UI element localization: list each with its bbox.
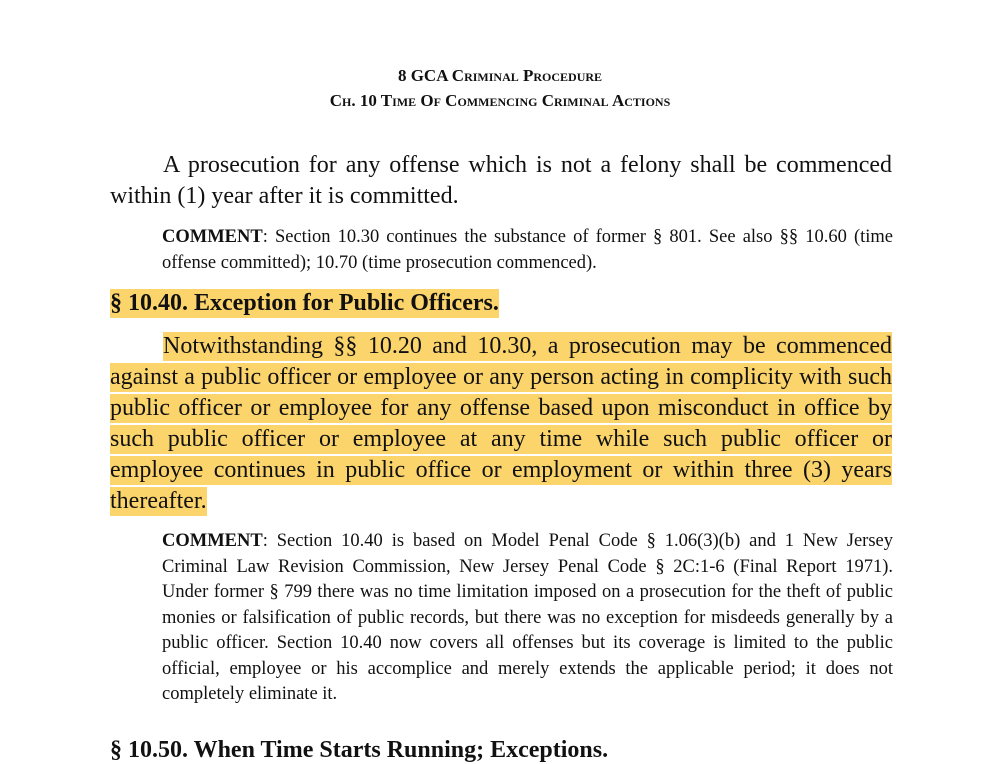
- section-heading-text: § 10.40. Exception for Public Officers.: [110, 290, 499, 316]
- section-body: [110, 331, 892, 517]
- comment-text: : Section 10.40 is based on Model Penal Code § 1.06(3)(b) and 1 New Jersey Criminal Law Revision Commission, New Jersey Penal Code § 2C:1-6 (Final Report 1971). Under former § 799 there was no time limitation imposed on a prosecution for the theft of public monies or falsification of public records, but there was no exception for misdeeds generally by a public officer. Section 10.40 now covers all offenses but its coverage is limited to the public official, employee or his accomplice and merely extends the applicable period; it does not completely eliminate it.: [162, 531, 893, 704]
- next-section-heading: § 10.50. When Time Starts Running; Exceptions.: [110, 737, 609, 763]
- section-heading: [110, 287, 499, 319]
- comment-label: COMMENT: [162, 227, 263, 247]
- comment-10-40: [162, 529, 893, 708]
- comment-label: COMMENT: [162, 531, 263, 551]
- comment-text: : Section 10.30 continues the substance of former § 801. See also §§ 10.60 (time offense committed); 10.70 (time prosecution commenced).: [162, 227, 893, 273]
- running-header-chapter: Ch. 10 Time Of Commencing Criminal Actions: [329, 91, 671, 110]
- section-body-text: Notwithstanding §§ 10.20 and 10.30, a prosecution may be commenced against a public officer or employee or any person acting in complicity with such public officer or employee for any offense based upon misconduct in office by such public officer or employee at any time while such public officer or employee continues in public office or employment or within three (3) years thereafter.: [110, 333, 892, 514]
- running-header-title: 8 GCA Criminal Procedure: [397, 66, 603, 85]
- paragraph-misdemeanor-limitation: [110, 150, 892, 212]
- paragraph-text: A prosecution for any offense which is not a felony shall be commenced within (1) year after it is committed.: [110, 152, 892, 209]
- comment-10-30: [162, 225, 893, 276]
